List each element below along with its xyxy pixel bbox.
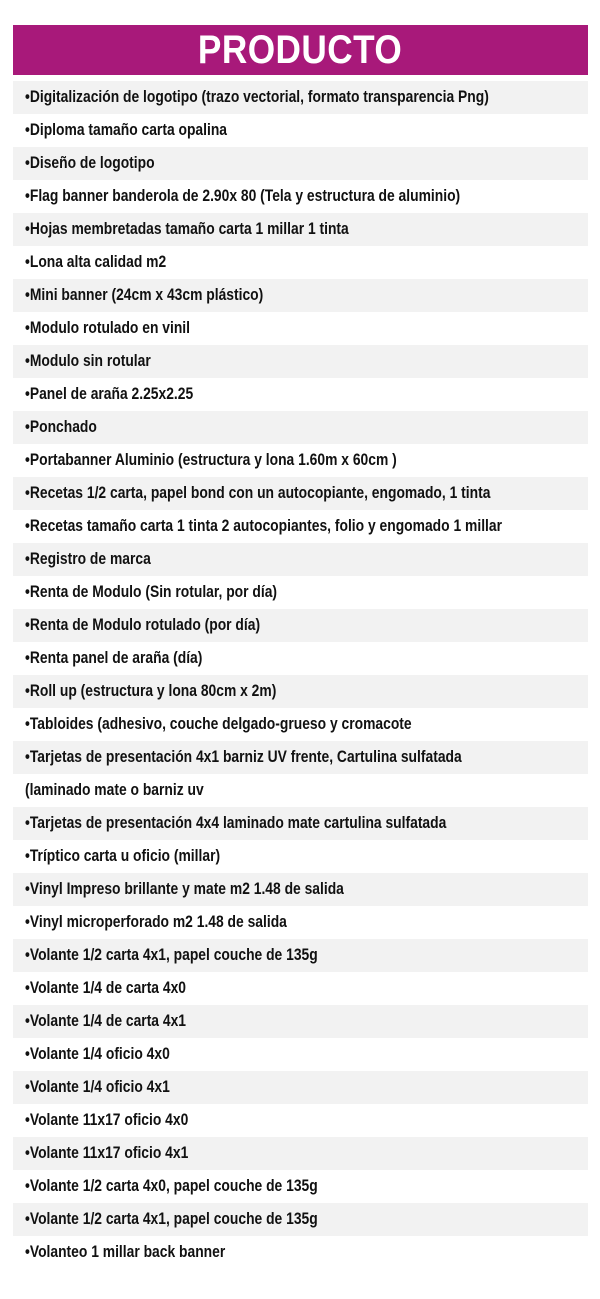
product-name: •Modulo sin rotular xyxy=(25,352,151,370)
product-name: •Diploma tamaño carta opalina xyxy=(25,121,228,139)
list-item xyxy=(13,114,588,147)
list-item xyxy=(13,180,588,213)
product-name: •Vinyl microperforado m2 1.48 de salida xyxy=(25,913,287,931)
list-item xyxy=(13,477,588,510)
product-name: •Tríptico carta u oficio (millar) xyxy=(25,847,221,865)
product-name: •Volante 1/2 carta 4x0, papel couche de 135g xyxy=(25,1177,318,1195)
product-name: •Portabanner Aluminio (estructura y lona 1.60m x 60cm ) xyxy=(25,451,397,469)
list-item xyxy=(13,1104,588,1137)
list-item xyxy=(13,972,588,1005)
list-item xyxy=(13,939,588,972)
table-header xyxy=(13,25,588,75)
product-name: •Tarjetas de presentación 4x1 barniz UV frente, Cartulina sulfatada xyxy=(25,748,462,766)
list-item xyxy=(13,906,588,939)
list-item xyxy=(13,675,588,708)
list-item xyxy=(13,873,588,906)
list-item xyxy=(13,807,588,840)
product-name: •Mini banner (24cm x 43cm plástico) xyxy=(25,286,264,304)
list-item xyxy=(13,1071,588,1104)
product-name: •Volante 1/4 oficio 4x1 xyxy=(25,1078,170,1096)
product-name: •Volante 1/2 carta 4x1, papel couche de 135g xyxy=(25,1210,318,1228)
product-name: •Modulo rotulado en vinil xyxy=(25,319,191,337)
list-item xyxy=(13,246,588,279)
product-name: (laminado mate o barniz uv xyxy=(25,781,204,799)
product-name: •Tarjetas de presentación 4x4 laminado mate cartulina sulfatada xyxy=(25,814,447,832)
product-name: •Renta de Modulo rotulado (por día) xyxy=(25,616,261,634)
product-name: •Renta de Modulo (Sin rotular, por día) xyxy=(25,583,278,601)
list-item xyxy=(13,279,588,312)
list-item xyxy=(13,1137,588,1170)
product-name: •Diseño de logotipo xyxy=(25,154,155,172)
list-item xyxy=(13,1005,588,1038)
product-name: •Flag banner banderola de 2.90x 80 (Tela y estructura de aluminio) xyxy=(25,187,461,205)
list-item xyxy=(13,609,588,642)
product-name: •Volante 1/4 oficio 4x0 xyxy=(25,1045,170,1063)
product-name: •Registro de marca xyxy=(25,550,151,568)
list-item xyxy=(13,312,588,345)
list-item xyxy=(13,81,588,114)
product-name: •Volante 1/2 carta 4x1, papel couche de 135g xyxy=(25,946,318,964)
list-item xyxy=(13,147,588,180)
list-item xyxy=(13,708,588,741)
list-item xyxy=(13,444,588,477)
product-name: •Volanteo 1 millar back banner xyxy=(25,1243,226,1261)
list-item xyxy=(13,1203,588,1236)
list-item xyxy=(13,741,588,774)
product-name: •Panel de araña 2.25x2.25 xyxy=(25,385,194,403)
list-item xyxy=(13,642,588,675)
product-name: •Volante 1/4 de carta 4x1 xyxy=(25,1012,186,1030)
list-item xyxy=(13,1236,588,1269)
list-item xyxy=(13,1170,588,1203)
list-item xyxy=(13,345,588,378)
list-item xyxy=(13,213,588,246)
list-item xyxy=(13,840,588,873)
product-name: •Renta panel de araña (día) xyxy=(25,649,203,667)
list-item xyxy=(13,543,588,576)
product-name: •Tabloides (adhesivo, couche delgado-grueso y cromacote xyxy=(25,715,412,733)
product-name: •Digitalización de logotipo (trazo vectorial, formato transparencia Png) xyxy=(25,88,489,106)
list-item xyxy=(13,378,588,411)
product-name: •Volante 1/4 de carta 4x0 xyxy=(25,979,186,997)
product-name: •Lona alta calidad m2 xyxy=(25,253,167,271)
list-item xyxy=(13,510,588,543)
product-name: •Ponchado xyxy=(25,418,97,436)
header-title: PRODUCTO xyxy=(198,27,403,72)
product-list xyxy=(13,81,588,1269)
product-name: •Recetas 1/2 carta, papel bond con un autocopiante, engomado, 1 tinta xyxy=(25,484,491,502)
product-name: •Hojas membretadas tamaño carta 1 millar 1 tinta xyxy=(25,220,349,238)
product-name: •Volante 11x17 oficio 4x1 xyxy=(25,1144,189,1162)
list-item xyxy=(13,774,588,807)
product-name: •Volante 11x17 oficio 4x0 xyxy=(25,1111,189,1129)
product-name: •Roll up (estructura y lona 80cm x 2m) xyxy=(25,682,277,700)
list-item xyxy=(13,576,588,609)
list-item xyxy=(13,1038,588,1071)
product-name: •Recetas tamaño carta 1 tinta 2 autocopiantes, folio y engomado 1 millar xyxy=(25,517,503,535)
product-name: •Vinyl Impreso brillante y mate m2 1.48 de salida xyxy=(25,880,344,898)
list-item xyxy=(13,411,588,444)
